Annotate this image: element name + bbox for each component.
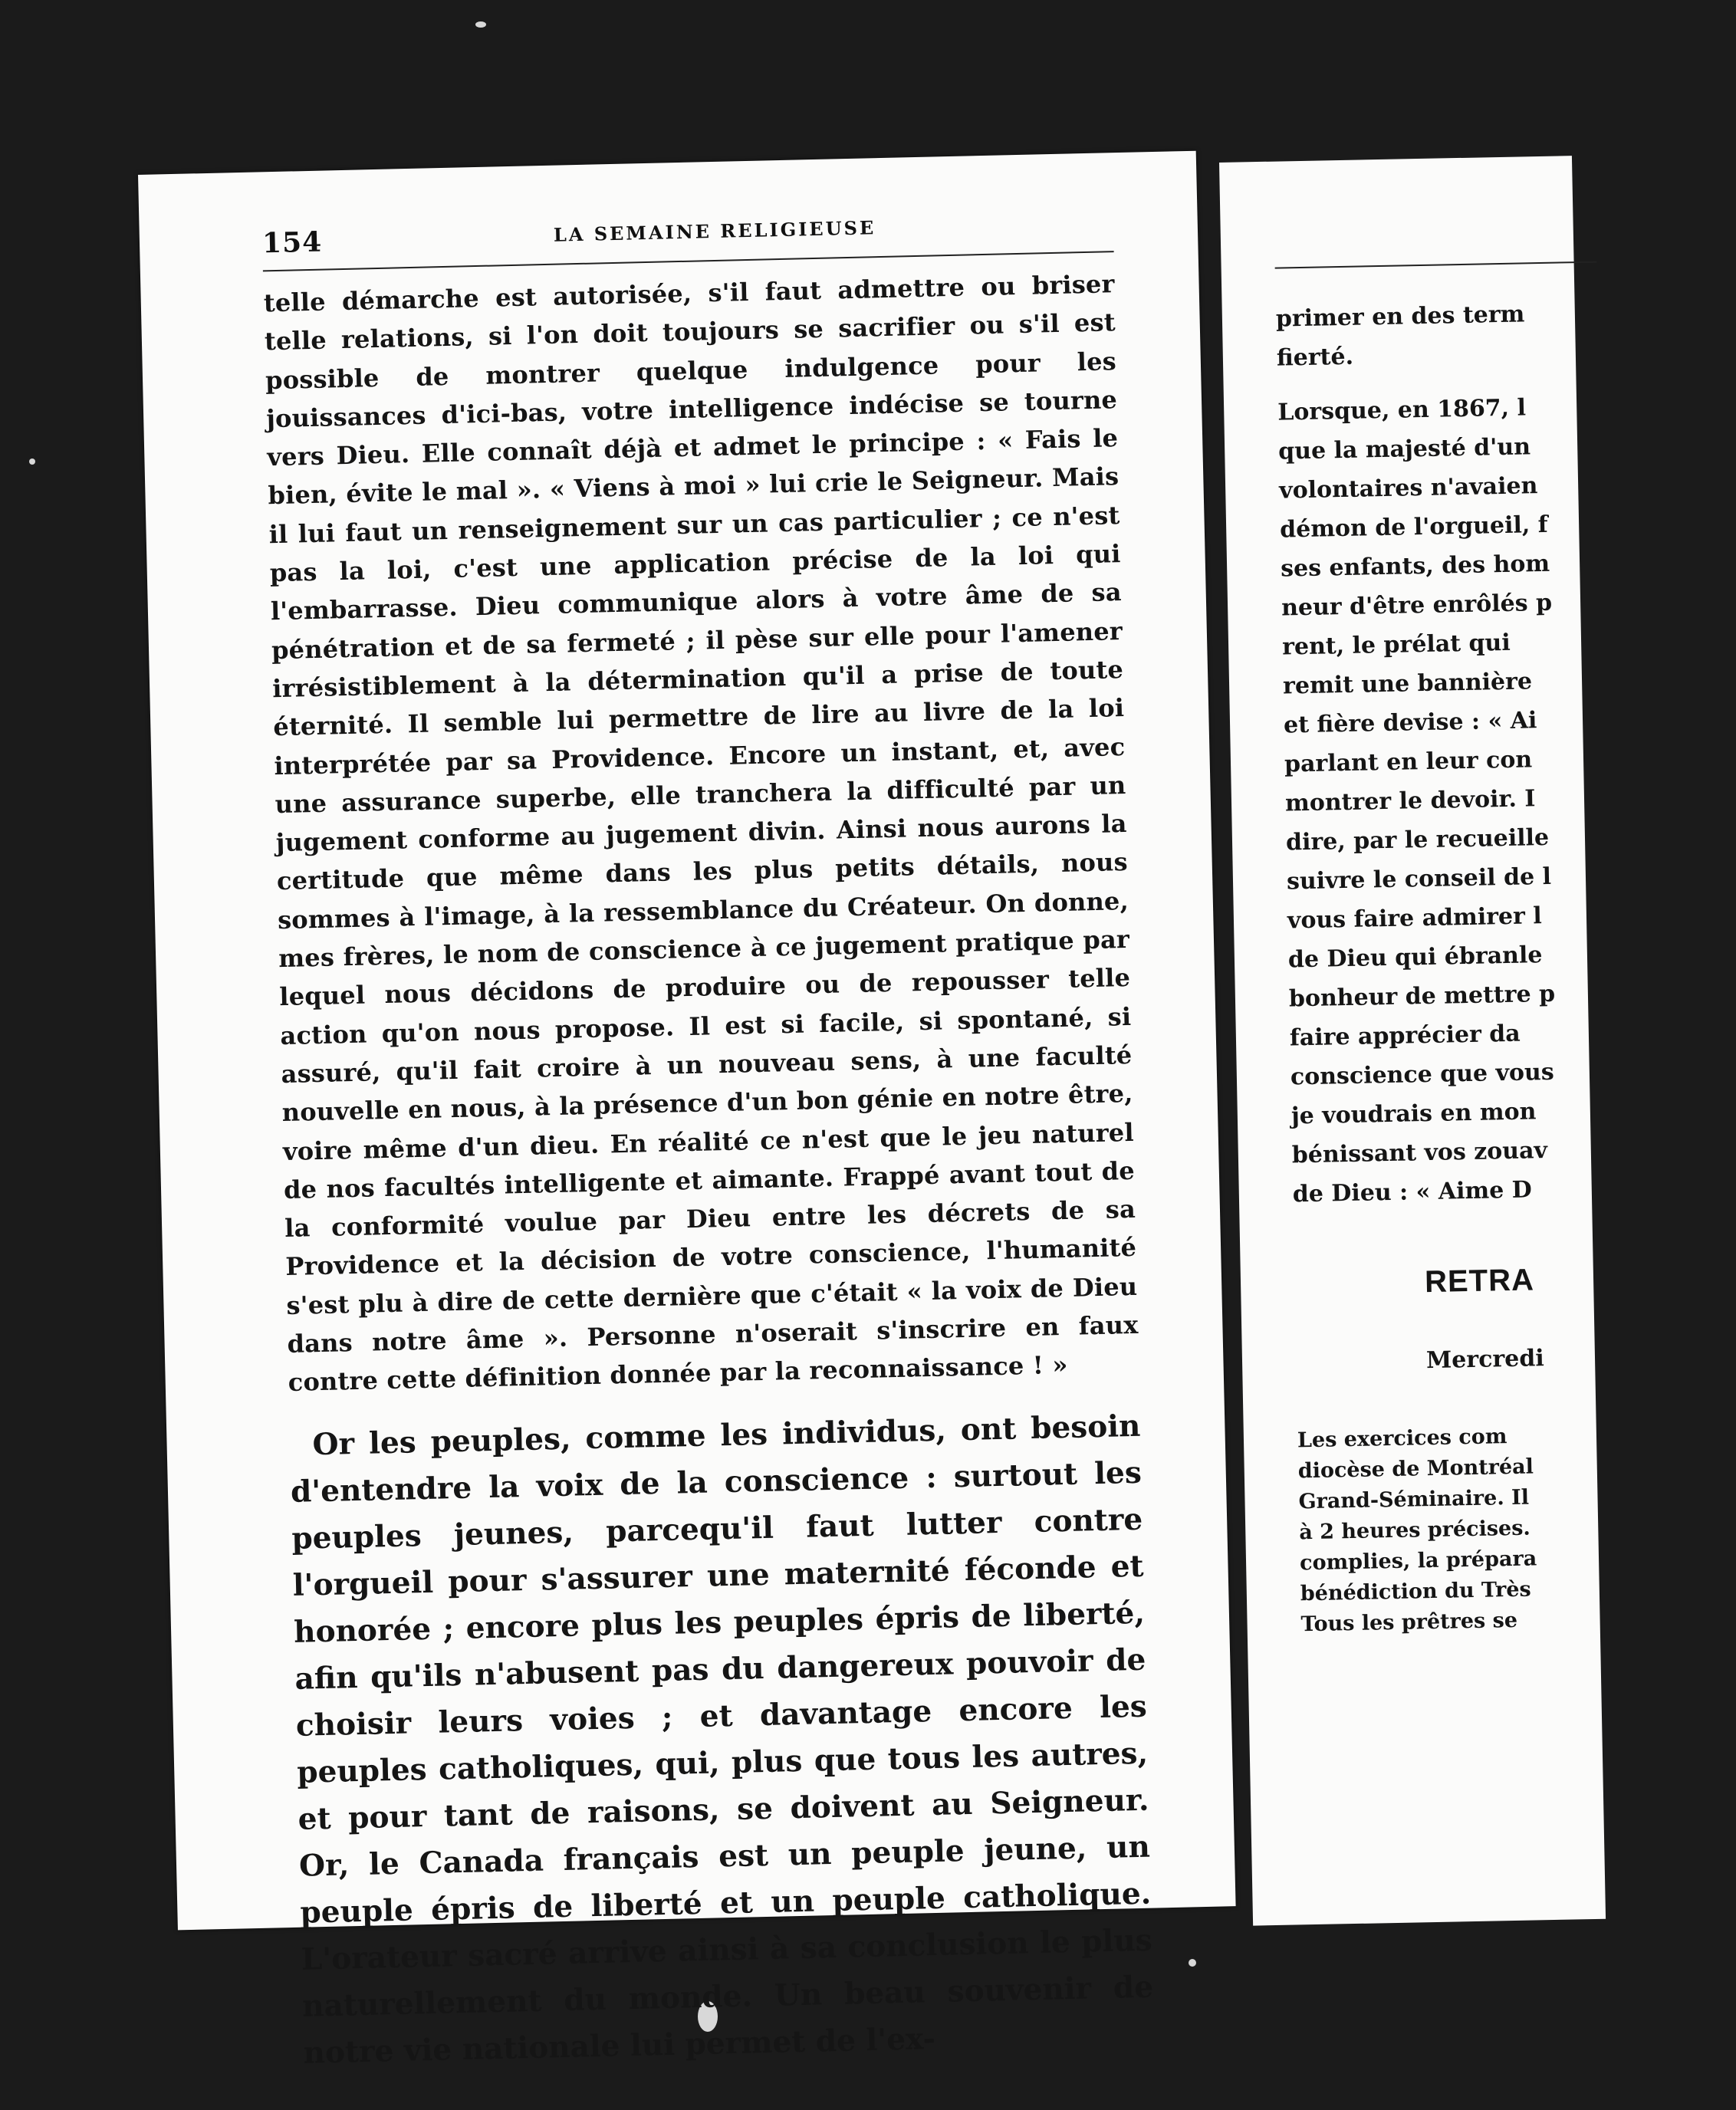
text-line: neur d'être enrôlés p xyxy=(1281,589,1553,622)
text-line: montrer le devoir. I xyxy=(1284,785,1536,817)
text-line: bénissant vos zouav xyxy=(1291,1137,1548,1169)
quote-paragraph: telle démarche est autorisée, s'il faut admettre ou briser telle relations, si l'on doit toujours se sacrifier ou s'il est possible de montrer quelque indulgence pour les jouissances d'ici-bas, votre intelligence indécise se tourne vers Dieu. Elle connaît déjà et admet le principe : « Fais le bien, évite le mal ». « Viens à moi » lui crie le Seigneur. Mais il lui faut un renseignement sur un cas particulier ; ce n'est pas la loi, c'est une application précise de la loi qui l'embarrasse. Dieu communique alors à votre âme de sa pénétration et de sa fermeté ; il pèse sur elle pour l'amener irrésistiblement à la détermination qu'il a prise de toute éternité. Il semble lui permettre de lire au livre de la loi interprétée par sa Providence. Encore un instant, et, avec une assurance superbe, elle tranchera la difficulté par un jugement conforme au jugement divin. Ainsi nous aurons la certitude que même dans les plus petits détails, nous sommes à l'image, à la ressemblance du Créateur. On donne, mes frères, le nom de conscience à ce jugement pratique par lequel nous décidons de produire ou de repousser telle action qu'on nous propose. Il est si facile, si spontané, si assuré, qu'il fait croire à un nouveau sens, à une faculté nouvelle en nous, à la présence d'un bon génie en notre être, voire même d'un dieu. En réalité ce n'est que le jeu naturel de nos facultés intelligente et aimante. Frappé avant tout de la conformité voulue par Dieu entre les décrets de sa Providence et la décision de votre conscience, l'humanité s'est plu à dire de cette dernière que c'était « la voix de Dieu dans notre âme ». Personne n'oserait s'inscrire en faux contre cette définition donnée par la reconnaissance ! » xyxy=(263,269,1139,1398)
text-line: et fière devise : « Ai xyxy=(1283,707,1537,739)
text-line: conscience que vous xyxy=(1290,1058,1555,1091)
right-page xyxy=(1219,156,1606,1925)
text-line: ses enfants, des hom xyxy=(1280,550,1550,583)
text-line: rent, le prélat qui xyxy=(1281,629,1511,661)
text-line: parlant en leur con xyxy=(1284,746,1533,778)
section-title: RETRA xyxy=(1424,1263,1535,1300)
text-line: dire, par le recueille xyxy=(1285,823,1550,856)
text-line: fierté. xyxy=(1276,343,1354,372)
text-line: Lorsque, en 1867, l xyxy=(1277,394,1527,426)
left-page xyxy=(138,151,1236,2071)
section-subtitle: Mercredi xyxy=(1425,1345,1544,1375)
small-text-line: bénédiction du Très xyxy=(1300,1577,1531,1606)
text-line: volontaires n'avaien xyxy=(1278,472,1538,504)
small-text-line: diocèse de Montréal xyxy=(1297,1454,1534,1484)
small-text-line: Tous les prêtres se xyxy=(1300,1608,1518,1637)
small-text-line: Grand-Séminaire. Il xyxy=(1298,1485,1530,1514)
dust-speck xyxy=(475,21,486,28)
text-line: de Dieu : « Aime D xyxy=(1292,1176,1533,1208)
text-line: démon de l'orgueil, f xyxy=(1279,511,1548,544)
dust-speck xyxy=(29,458,35,465)
page-body xyxy=(263,265,1155,2076)
dust-speck xyxy=(1189,1959,1196,1967)
text-line: que la majesté d'un xyxy=(1277,433,1531,465)
text-line: faire apprécier da xyxy=(1289,1020,1521,1052)
text-line: je voudrais en mon xyxy=(1290,1098,1537,1130)
right-column xyxy=(1275,291,1730,1640)
page-number: 154 xyxy=(261,225,323,260)
small-text-line: à 2 heures précises. xyxy=(1299,1516,1531,1545)
header-rule xyxy=(1275,261,1597,269)
text-line: vous faire admirer l xyxy=(1287,902,1543,935)
text-line: bonheur de mettre p xyxy=(1288,980,1556,1013)
main-paragraph: Or les peuples, comme les individus, ont besoin d'entendre la voix de la conscience : surtout les peuples jeunes, parcequ'il faut lutter contre l'orgueil pour s'assurer une maternité féconde et honorée ; encore plus les peuples épris de liberté, afin qu'ils n'abusent pas du dangereux pouvoir de choisir leurs voies ; et davantage encore les peuples catholiques, qui, plus que tous les autres, et pour tant de raisons, se doivent au Seigneur. Or, le Canada français est un peuple jeune, un peuple épris de liberté et un peuple catholique. L'orateur sacré arrive ainsi à sa conclusion le plus naturellement du monde. Un beau souvenir de notre vie nationale lui permet de l'ex- xyxy=(290,1408,1154,2071)
small-text-line: complies, la prépara xyxy=(1299,1546,1537,1576)
text-line: remit une bannière xyxy=(1282,668,1533,700)
text-line: primer en des term xyxy=(1275,301,1525,333)
small-text-line: Les exercices com xyxy=(1297,1425,1507,1453)
text-line: suivre le conseil de l xyxy=(1286,863,1552,896)
text-line: de Dieu qui ébranle xyxy=(1287,942,1543,974)
running-head: LA SEMAINE RELIGIEUSE xyxy=(553,216,876,246)
